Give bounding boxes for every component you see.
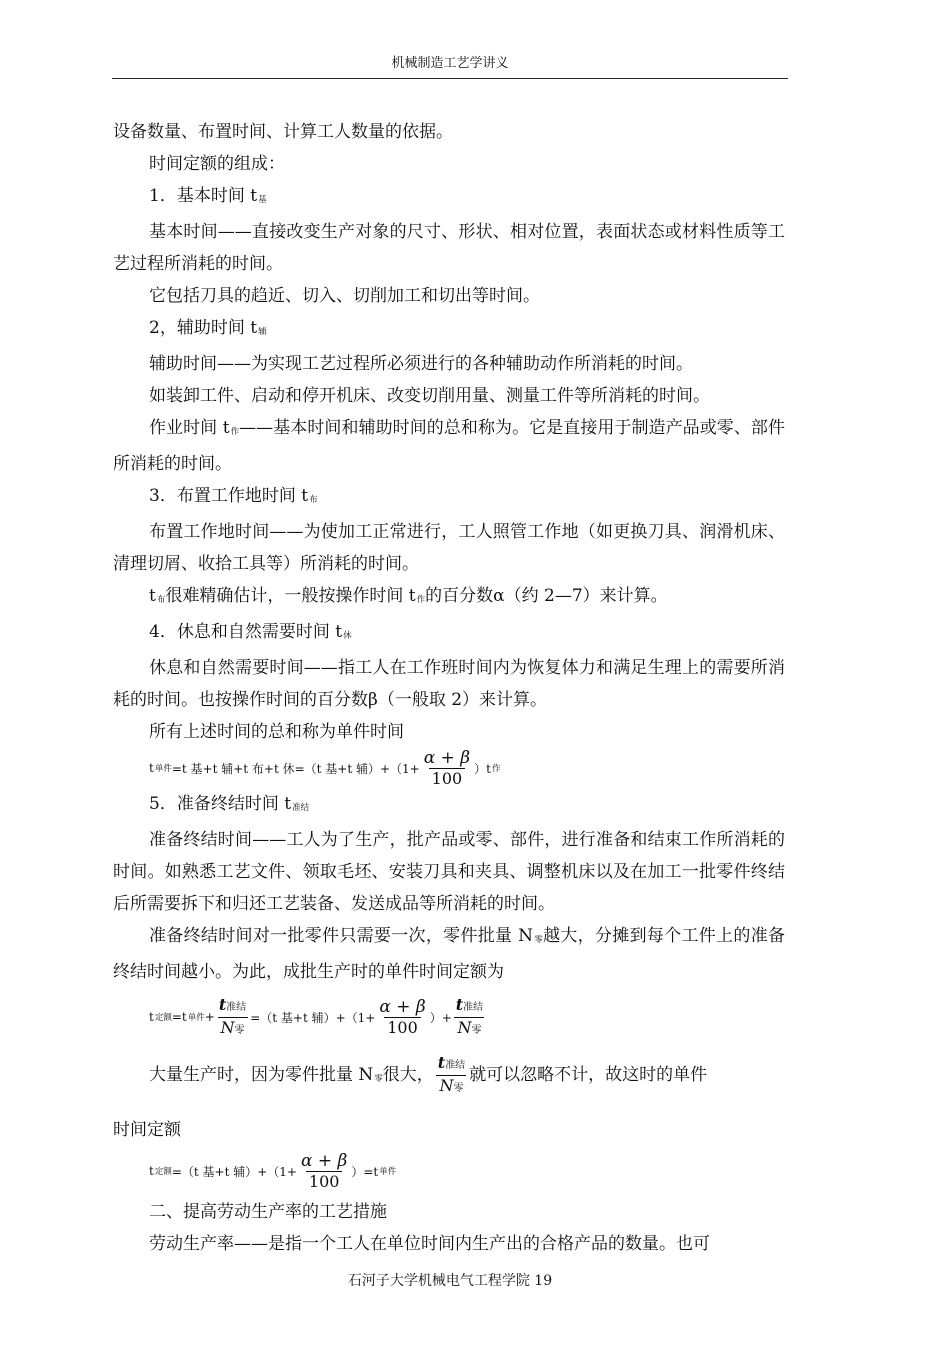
paragraph: 准备终结时间对一批零件只需要一次，零件批量 $N_零$越大，分摊到每个工件上的准备终结时间越小。为此，成批生产时的单件时间定额为	[113, 926, 785, 982]
paragraph: 它包括刀具的趋近、切入、切削加工和切出等时间。	[149, 286, 540, 306]
page-footer: 石河子大学机械电气工程学院 19	[347, 1273, 553, 1289]
page-body	[113, 116, 785, 1260]
paragraph: 如装卸工件、启动和停开机床、改变切削用量、测量工件等所消耗的时间。	[149, 386, 710, 406]
paragraph: 时间定额的组成：	[149, 154, 285, 174]
paragraph: 作业时间 $t_作——$基本时间和辅助时间的总和称为。它是直接用于制造产品或零、部件所消耗的时间。	[113, 418, 785, 474]
fraction-setup-time: $\frac{\text{t准结}}{\text{N零}}$	[454, 995, 485, 1040]
section-heading: 4．休息和自然需要时间 $t_休$	[149, 622, 352, 642]
section-heading: 二、提高劳动生产率的工艺措施	[149, 1202, 387, 1222]
formula-batch-time-quota: t 定额 =t 单件 + $\frac{\text{t准结}}{\text{N零}}$ =（t 基+t 辅）+（1+ $\frac{\alpha + \beta}{100}$ ）+ $\frac{\text{t准结}}{\text{N零}}$	[113, 988, 785, 1046]
paragraph: 布置工作地时间——为使加工正常进行，工人照管工作地（如更换刀具、润滑机床、清理切屑、收拾工具等）所消耗的时间。	[113, 522, 785, 574]
section-heading: 1．基本时间 $t_基$	[149, 186, 267, 206]
formula-unit-time: t 单件 =t 基+t 辅+t 布+t 休=（t 基+t 辅）+（1+ $\frac{\alpha + \beta}{100}$ ）t 作	[149, 747, 501, 788]
fraction-alpha-beta: $\frac{\alpha + \beta}{100}$	[300, 1150, 348, 1191]
paragraph: 设备数量、布置时间、计算工人数量的依据。	[113, 122, 453, 142]
fraction-setup-time: $\frac{\text{t准结}}{\text{N零}}$	[436, 1053, 467, 1098]
paragraph: 准备终结时间——工人为了生产，批产品或零、部件，进行准备和结束工作所消耗的时间。如熟悉工艺文件、领取毛坯、安装刀具和夹具、调整机床以及在加工一批零件终结后所需要拆下和归还工艺装备、发送成品等所消耗的时间。	[113, 830, 785, 914]
paragraph: 大量生产时，因为零件批量 $N_零$很大， $\frac{\text{t准结}}{\text{N零}}$ 就可以忽略不计，故这时的单件	[113, 1046, 785, 1108]
fraction-alpha-beta: $\frac{\alpha + \beta}{100}$	[423, 747, 471, 788]
running-header: 机械制造工艺学讲义	[391, 56, 509, 71]
paragraph: 基本时间——直接改变生产对象的尺寸、形状、相对位置，表面状态或材料性质等工艺过程所消耗的时间。	[113, 222, 785, 274]
paragraph: 休息和自然需要时间——指工人在工作班时间内为恢复体力和满足生理上的需要所消耗的时间。也按操作时间的百分数β（一般取 2）来计算。	[113, 658, 785, 710]
paragraph: $t_布$很难精确估计，一般按操作时间 $t_作$的百分数α（约 2—7）来计算。	[149, 586, 668, 606]
formula-mass-time-quota: t 定额 =（t 基+t 辅）+（1+ $\frac{\alpha + \beta}{100}$ ）=t 单件	[149, 1150, 397, 1191]
fraction-setup-time: $\frac{\text{t准结}}{\text{N零}}$	[217, 995, 248, 1040]
paragraph: 劳动生产率——是指一个工人在单位时间内生产出的合格产品的数量。也可	[149, 1234, 710, 1254]
section-heading: 2，辅助时间 $t_辅$	[149, 318, 267, 338]
paragraph: 时间定额	[113, 1120, 181, 1140]
section-heading: 5．准备终结时间 $t_{准结}$	[149, 794, 310, 814]
fraction-alpha-beta: $\frac{\alpha + \beta}{100}$	[379, 996, 426, 1037]
section-heading: 3．布置工作地时间 $t_布$	[149, 486, 318, 506]
paragraph: 所有上述时间的总和称为单件时间	[149, 722, 404, 742]
paragraph: 辅助时间——为实现工艺过程所必须进行的各种辅助动作所消耗的时间。	[149, 354, 693, 374]
header-rule	[112, 78, 788, 79]
